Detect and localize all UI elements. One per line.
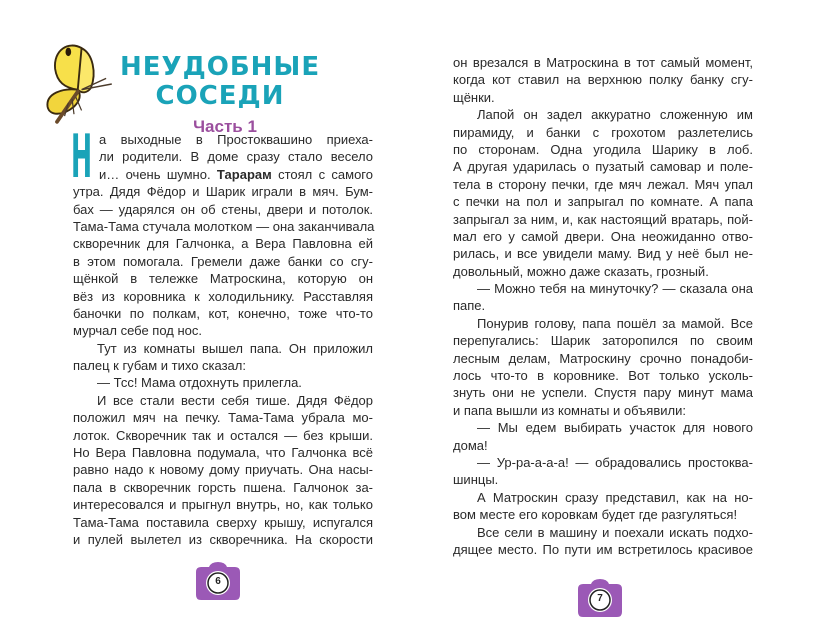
text-line: — Ур-ра-а-а-а! — обрадовались простоква- [477, 454, 753, 470]
paragraph [453, 54, 753, 106]
text-line: Тама-Тама стучала молотком — она заканчивала [73, 218, 375, 234]
text-line: палец к губам и тихо сказал: [73, 358, 246, 374]
paragraph [453, 280, 753, 315]
page-number: 6 [215, 576, 221, 587]
text-line: а выходные в Простоквашино приеха- [99, 132, 373, 147]
text-line: с печки на пол и запрыгал по комнате. А папа [453, 194, 753, 210]
story-title [120, 53, 320, 111]
text-line: пала в скворечник горсть пшена. Галчонок за- [73, 479, 373, 495]
text-line: он врезался в Матроскина в тот самый момент, [453, 55, 753, 70]
title-line-2: СОСЕДИ [155, 81, 285, 111]
paragraph [73, 340, 373, 375]
title-line-1: НЕУДОБНЫЕ [120, 52, 321, 82]
text-line: — Мы едем выбирать участок для нового [477, 420, 753, 436]
text-line: папе. [453, 298, 486, 314]
drop-cap: Н [71, 122, 93, 192]
text-line: ли родители. В доме сразу стало весело [99, 149, 373, 165]
paragraph [453, 524, 753, 559]
text-line: равно надо к новому дому приучать. Она насы- [73, 462, 373, 478]
text-line: лесным делам, Матроскину срочно понадоби- [453, 350, 753, 366]
text-line: положил мяч на печку. Тама-Тама убрала мо- [73, 410, 373, 426]
page-number: 7 [597, 593, 603, 604]
emphasized-word: Тарарам [216, 166, 272, 182]
text-line: интересовался и прыгнул внутрь, но, как только [73, 497, 373, 513]
text-line: вом месте его коровкам будет где разгуляться! [453, 507, 738, 523]
right-text-column [453, 54, 753, 558]
text-line: когда кот ставил на верхнюю полку банку сгу- [453, 72, 753, 88]
right-page [410, 0, 820, 636]
text-line: скворечник для Галчонка, а Вера Павловна ей [73, 236, 373, 252]
text-segment: стоял с самого [271, 166, 373, 182]
text-line: дящее место. По пути им встретилось красивое [453, 541, 753, 557]
text-line: в этом помогала. Гремели даже банки со сгу- [73, 253, 373, 269]
text-line: рилась, и все увидели маму. Вид у неё был не- [453, 246, 753, 262]
butterfly-illustration [40, 38, 125, 130]
page-number-badge [195, 561, 241, 601]
text-line: пирамиду, и банки с грохотом разлетелись [453, 124, 753, 140]
text-line: щёнки. [453, 89, 495, 105]
text-line: лоток. Скворечник так и остался — без крыши. [73, 427, 373, 443]
text-line: бах — ударялся он об стены, двери и потолок. [73, 201, 373, 217]
text-line: А Матроскин сразу представил, как на но- [477, 489, 753, 505]
text-line: А другая ударилась о пузатый самовар и поле- [453, 159, 753, 175]
text-line: мал его у самой двери. Она неожиданно отво- [453, 228, 753, 244]
text-line: дома! [453, 437, 488, 453]
paragraph [453, 419, 753, 454]
text-line: Лапой он задел аккуратно сложенную им [477, 107, 753, 123]
text-line: вёз из коровника к холодильнику. Расставляя [73, 288, 373, 304]
paragraph [453, 489, 753, 524]
text-line: Тут из комнаты вышел папа. Он приложил [97, 340, 373, 356]
paragraph [453, 106, 753, 280]
text-line: Тама-Тама поставила сверху крышу, испугался [73, 514, 373, 530]
paragraph [453, 454, 753, 489]
text-segment: и… очень шумно. [99, 166, 217, 182]
text-line: Все сели в машину и поехали искать подхо- [477, 524, 753, 540]
text-line: по сторонам. Одна угодила Шарику в лоб. [453, 141, 753, 157]
part-heading: Часть 1 [193, 117, 257, 136]
text-line: Понурив голову, папа пошёл за мамой. Все [477, 315, 753, 331]
text-line: баночки по полкам, кот, конечно, тоже что-то [73, 305, 373, 321]
text-line: и пулей вылетел из скворечника. На скорости [73, 531, 373, 547]
text-line: знуть они не успели. Спустя пару минут мама [453, 385, 753, 401]
text-line: перепугались: Шарик заторопился по своим [453, 333, 753, 349]
paragraph [453, 315, 753, 419]
text-line: шинцы. [453, 472, 499, 488]
text-line [73, 166, 373, 183]
text-line: и папа вышли из комнаты и объявили: [453, 402, 686, 418]
text-line: — Тсс! Мама отдохнуть прилегла. [97, 375, 302, 391]
text-line: мурчал себе под нос. [73, 323, 203, 339]
text-line: щёнкой в тележке Матроскина, которую он [73, 271, 373, 287]
text-line: — Можно тебя на минуточку? — сказала она [477, 281, 753, 297]
paragraph [73, 374, 373, 391]
text-line: тела в сторону печки, где мяч лежал. Мяч упал [453, 176, 753, 192]
text-line: утра. Дядя Фёдор и Шарик играли в мяч. Бум- [73, 184, 373, 200]
page-number-badge [577, 578, 623, 618]
text-line: запрыгал за ним, и, как настоящий вратарь, пой- [453, 211, 753, 227]
text-line: И все стали вести себя тише. Дядя Фёдор [97, 392, 373, 408]
text-line: лось что-то в коровнике. Вот только усколь- [453, 368, 753, 384]
text-line: Но Вера Павловна подумала, что Галчонка всё [73, 445, 373, 461]
paragraph [73, 392, 373, 549]
text-line: довольный, можно даже сказать, грозный. [453, 263, 709, 279]
